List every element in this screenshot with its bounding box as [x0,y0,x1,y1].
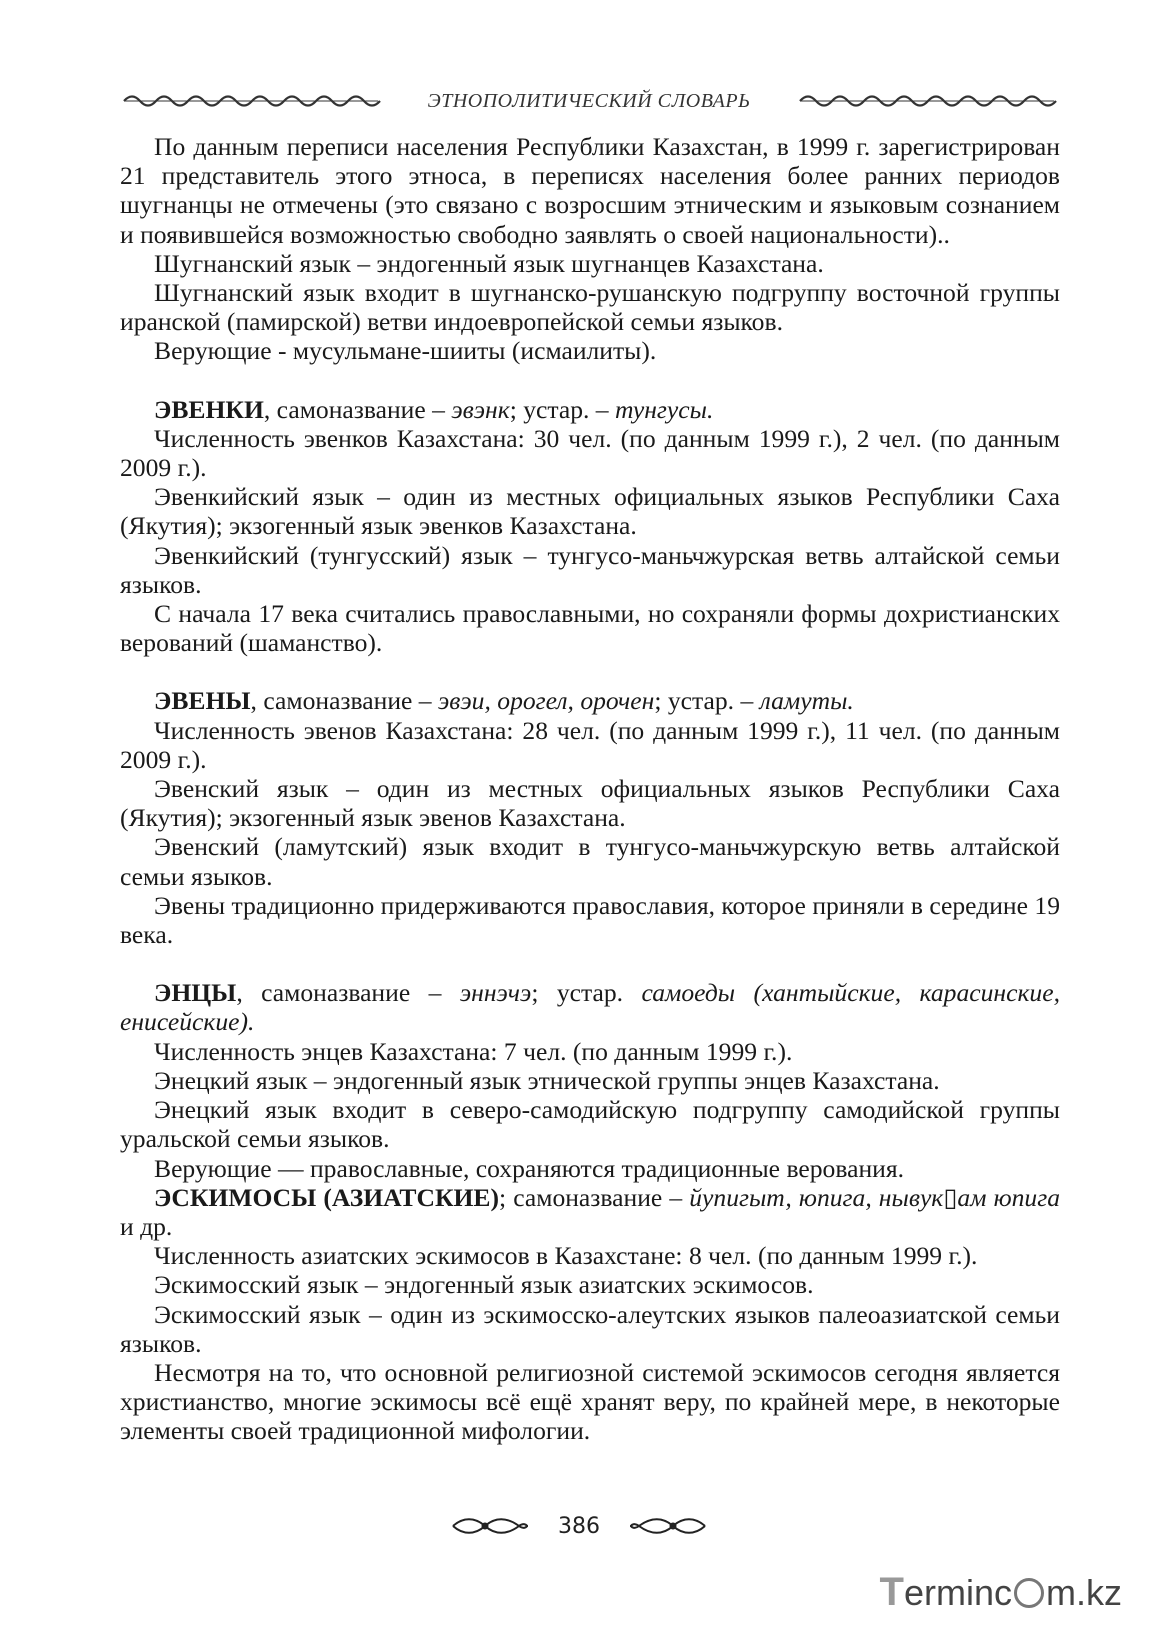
paragraph: Эскимосский язык – эндогенный язык азиатских эскимосов. [154,1270,814,1300]
old-name: ламуты. [759,686,854,716]
paragraph: Эвены традиционно придерживаются православия, которое приняли в середине 19 века. [120,890,1060,950]
old-name: самоеды (хантыйские, карасинские, енисейские). [120,978,1060,1037]
swirl-ornament-left-icon [449,1515,531,1537]
ornament-right-icon [796,90,1058,112]
self-name: эвэи, орогел, орочен [438,686,655,716]
old-name: тунгусы. [615,394,714,424]
swirl-ornament-right-icon [627,1515,709,1537]
self-name: эвэнк [451,394,510,424]
paragraph: Шугнанский язык входит в шугнанско-рушанскую подгруппу восточной группы иранской (памирской) ветви индоевропейской семьи языков. [120,278,1060,337]
watermark-t: T [879,1570,904,1614]
paragraph: По данным переписи населения Республики Казахстан, в 1999 г. зарегистрирован 21 представитель этого этноса, в переписях населения более ранних периодов шугнанцы не отмечены (это связано с возросшим этническим и языковым сознанием и появившейся возможностью свободно заявлять о своей национальности).. [120,132,1060,249]
paragraph: Несмотря на то, что основной религиозной системой эскимосов сегодня является христианство, многие эскимосы всё ещё хранят веру, по крайней мере, в некоторые элементы своей традиционной мифологии. [120,1357,1060,1446]
paragraph: С начала 17 века считались православными, но сохраняли формы дохристианских верований (шаманство). [120,599,1060,658]
paragraph: Верующие - мусульмане-шииты (исмаилиты). [154,336,657,366]
header-title: ЭТНОПОЛИТИЧЕСКИЙ СЛОВАРЬ [427,89,751,112]
entry-term: ЭВЕНЫ [154,686,251,716]
paragraph: Эвенский (ламутский) язык входит в тунгусо-маньчжурскую ветвь алтайской семьи языков. [120,832,1060,891]
watermark-o-icon [1014,1578,1044,1608]
paragraph: Численность эвенков Казахстана: 30 чел. (по данным 1999 г.), 2 чел. (по данным 2009 г.). [120,423,1060,483]
running-header [120,86,1058,116]
watermark-logo: T erminc m.kz [879,1570,1122,1614]
page-body [120,132,1060,1446]
entry-heading-entsy: ЭНЦЫ, самоназвание – эннэчэ; устар. самоеды (хантыйские, карасинские, енисейские). [120,978,1060,1037]
page-number: 386 [558,1513,600,1539]
entry-heading-eveny: ЭВЕНЫ, самоназвание – эвэи, орогел, орочен; устар. – ламуты. [154,686,854,716]
paragraph: Численность азиатских эскимосов в Казахстане: 8 чел. (по данным 1999 г.). [154,1241,978,1271]
entry-term: ЭВЕНКИ [154,394,264,424]
paragraph: Численность энцев Казахстана: 7 чел. (по данным 1999 г.). [154,1036,793,1066]
entry-heading-evenki: ЭВЕНКИ, самоназвание – эвэнк; устар. – тунгусы. [154,394,714,424]
entry-term: ЭНЦЫ [154,978,237,1008]
paragraph: Энецкий язык входит в северо-самодийскую подгруппу самодийской группы уральской семьи языков. [120,1095,1060,1154]
paragraph: Эскимосский язык – один из эскимосско-алеутских языков палеоазиатской семьи языков. [120,1299,1060,1358]
ornament-left-icon [120,90,382,112]
paragraph: Верующие — православные, сохраняются традиционные верования. [154,1153,905,1183]
paragraph: Шугнанский язык – эндогенный язык шугнанцев Казахстана. [154,248,824,278]
page-footer [0,1510,1158,1542]
entry-term: ЭСКИМОСЫ (АЗИАТСКИЕ) [154,1182,500,1212]
self-name: эннэчэ [459,978,532,1008]
paragraph: Численность эвенов Казахстана: 28 чел. (по данным 1999 г.), 11 чел. (по данным 2009 г.). [120,715,1060,774]
self-name: йупигыт, юпига, нывук▯ам юпига [689,1182,1061,1212]
entry-heading-eskimos: ЭСКИМОСЫ (АЗИАТСКИЕ); самоназвание – йупигыт, юпига, нывук▯ам юпига и др. [120,1182,1061,1241]
paragraph: Эвенкийский язык – один из местных официальных языков Республики Саха (Якутия); экзогенный язык эвенков Казахстана. [120,482,1060,541]
paragraph: Эвенский язык – один из местных официальных языков Республики Саха (Якутия); экзогенный язык эвенов Казахстана. [120,774,1060,833]
paragraph: Эвенкийский (тунгусский) язык – тунгусо-маньчжурская ветвь алтайской семьи языков. [120,540,1060,599]
paragraph: Энецкий язык – эндогенный язык этнической группы энцев Казахстана. [154,1065,940,1095]
